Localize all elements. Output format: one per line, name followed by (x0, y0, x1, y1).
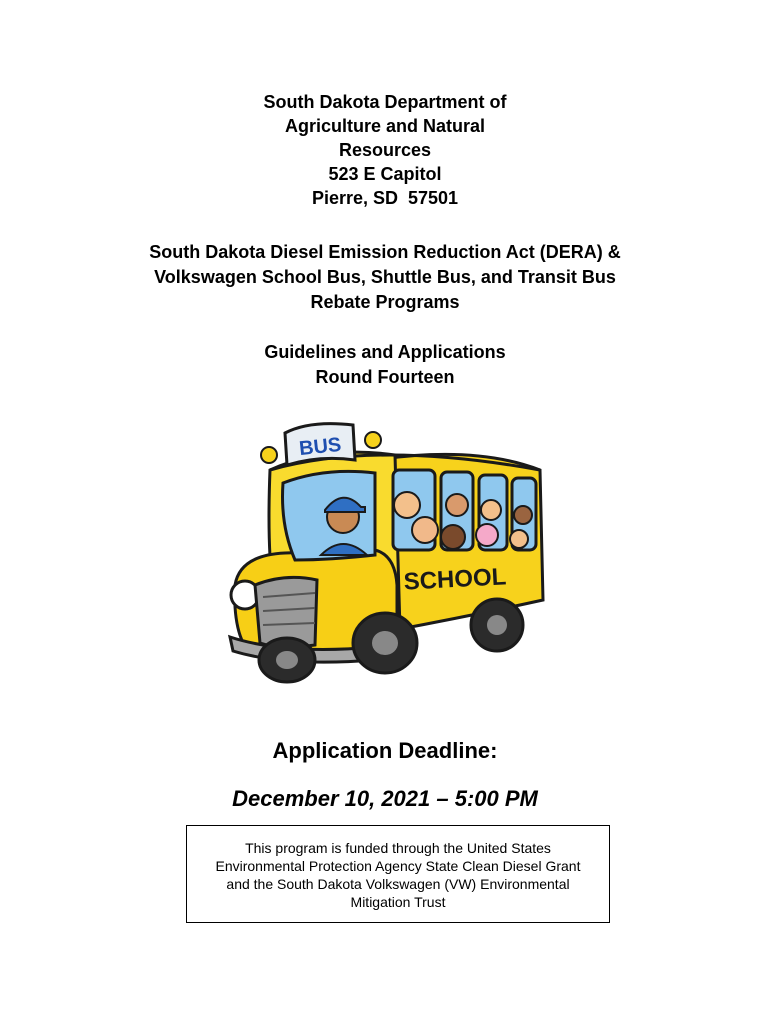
funding-line: Mitigation Trust (350, 894, 446, 910)
deadline-heading: Application Deadline: (272, 738, 498, 763)
agency-line: South Dakota Department of (263, 92, 507, 112)
bus-sign-text: BUS (298, 433, 343, 461)
program-title-line: Volkswagen School Bus, Shuttle Bus, and Transit Bus (154, 267, 616, 287)
school-bus-illustration (225, 415, 555, 685)
agency-address-street: 523 E Capitol (328, 164, 442, 184)
agency-line: Resources (338, 140, 432, 160)
program-title-line: Rebate Programs (310, 292, 460, 312)
deadline-date: December 10, 2021 – 5:00 PM (232, 786, 538, 811)
agency-address-city: Pierre, SD 57501 (311, 188, 459, 208)
guidelines-heading (0, 340, 770, 390)
agency-address-block (0, 90, 770, 210)
round-label: Round Fourteen (315, 367, 455, 387)
agency-line: Agriculture and Natural (284, 116, 486, 136)
funding-line: This program is funded through the United States (245, 840, 551, 856)
program-title (0, 240, 770, 315)
funding-notice-box (186, 825, 610, 923)
funding-line: Environmental Protection Agency State Clean Diesel Grant (215, 858, 581, 874)
program-title-line: South Dakota Diesel Emission Reduction Act (DERA) & (149, 242, 621, 262)
bus-side-text: SCHOOL (403, 563, 507, 596)
guidelines-title: Guidelines and Applications (264, 342, 506, 362)
funding-line: and the South Dakota Volkswagen (VW) Environmental (226, 876, 570, 892)
